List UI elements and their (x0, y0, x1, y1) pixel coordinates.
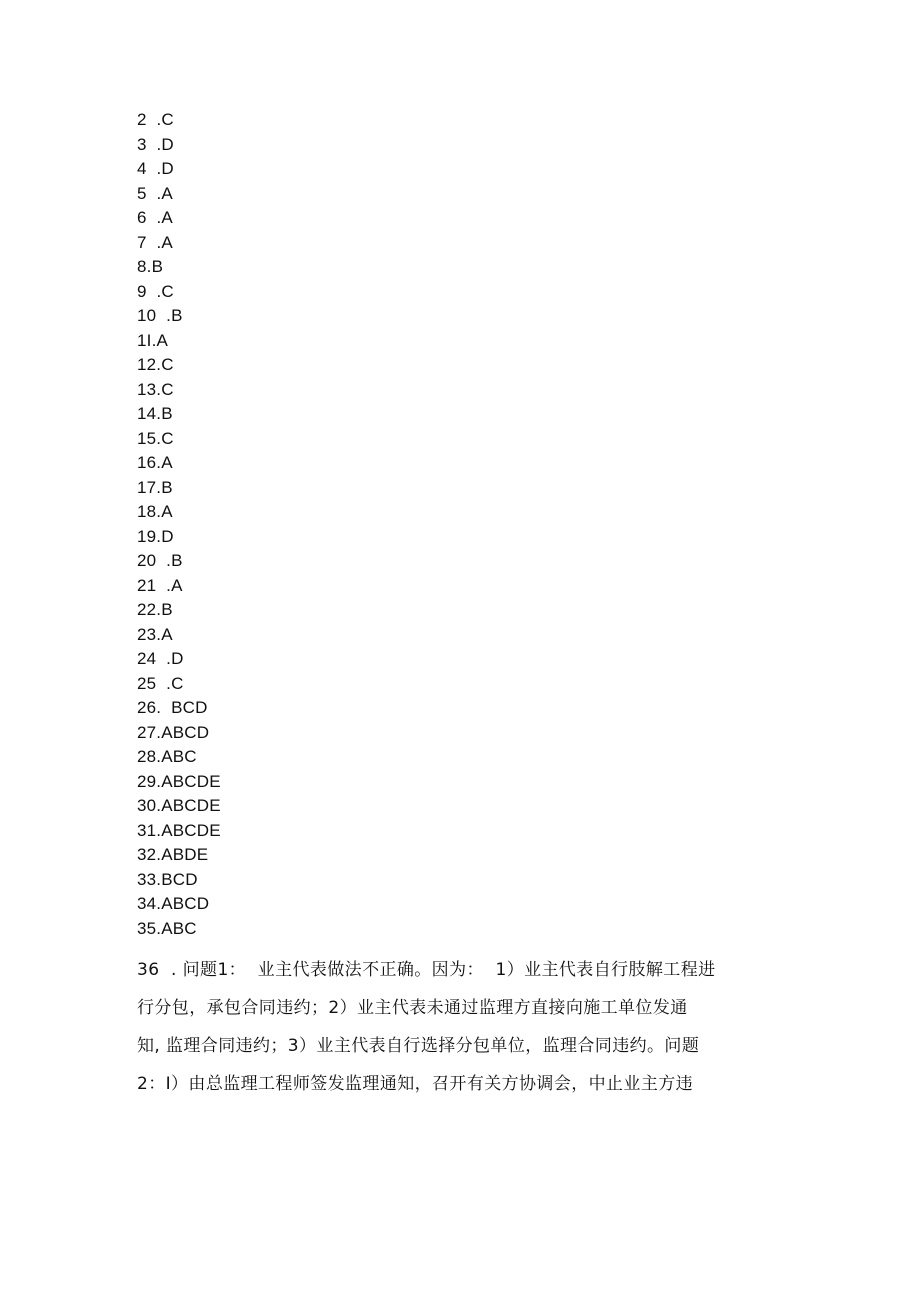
answer-item: 7 .A (137, 232, 173, 252)
answer-item: 28.ABC (137, 747, 197, 766)
paragraph-line: 2：I）由总监理工程师签发监理通知，召开有关方协调会，中止业主方违 (137, 1074, 694, 1094)
answer-item: 1I.A (137, 330, 169, 350)
answer-item: 8.B (137, 257, 164, 276)
answer-item: 19.D (137, 526, 174, 546)
answer-item: 30.ABCDE (137, 796, 221, 815)
answer-item: 34.ABCD (137, 894, 210, 913)
answer-item: 21 .A (137, 575, 183, 595)
answer-item: 15.C (137, 428, 174, 448)
answer-item: 26. BCD (137, 698, 208, 717)
answer-item: 35.ABC (137, 918, 197, 938)
answer-item: 3 .D (137, 134, 174, 154)
answer-item: 2 .C (137, 110, 174, 129)
question-36-answer (137, 951, 787, 1103)
paragraph-line: 知, 监理合同违约；3）业主代表自行选择分包单位，监理合同违约。问题 (137, 1036, 700, 1056)
answer-item: 33.BCD (137, 869, 198, 889)
answer-item: 24 .D (137, 649, 184, 668)
answer-item: 32.ABDE (137, 845, 209, 864)
answer-item: 20 .B (137, 551, 183, 570)
answer-item: 16.A (137, 453, 173, 472)
answer-item: 17.B (137, 477, 173, 497)
answer-list (137, 108, 221, 941)
answer-item: 27.ABCD (137, 722, 210, 742)
paragraph-line: 36 . 问题1： 业主代表做法不正确。因为： 1）业主代表自行肢解工程进 (137, 960, 716, 980)
answer-item: 10 .B (137, 306, 183, 325)
answer-item: 25 .C (137, 673, 184, 693)
answer-item: 9 .C (137, 281, 174, 301)
answer-item: 22.B (137, 600, 173, 619)
answer-item: 23.A (137, 624, 173, 644)
answer-item: 31.ABCDE (137, 820, 221, 840)
answer-item: 18.A (137, 502, 173, 521)
paragraph-line: 行分包，承包合同违约；2）业主代表未通过监理方直接向施工单位发通 (137, 998, 688, 1018)
answer-item: 12.C (137, 355, 174, 374)
answer-item: 6 .A (137, 208, 173, 227)
answer-item: 14.B (137, 404, 173, 423)
answer-item: 4 .D (137, 159, 174, 178)
answer-item: 5 .A (137, 183, 173, 203)
answer-item: 29.ABCDE (137, 771, 221, 791)
answer-item: 13.C (137, 379, 174, 399)
